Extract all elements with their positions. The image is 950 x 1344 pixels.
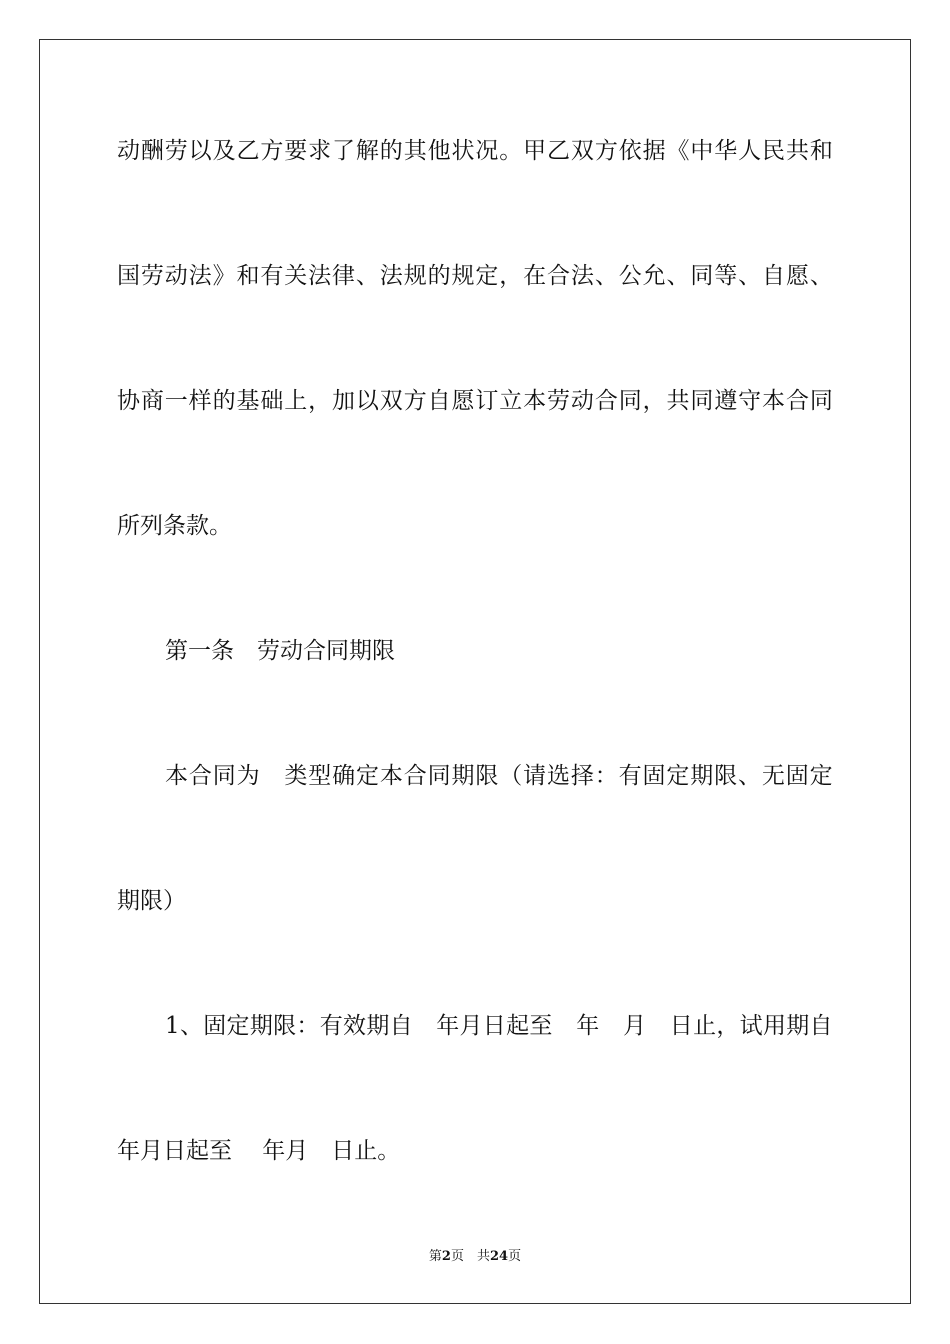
text-line-1: 动 酬 劳 以 及 乙 方 要 求 了 解 的 其 他 状 况 。 甲 乙 双 方 依 据 《 中 华 人 民 共 和: [117, 138, 833, 164]
text-line-8: 1 、 固 定 期 限 ： 有 效 期 自 年 月 日 起 至 年 月 日 止 ， 试 用 期 自: [165, 1013, 833, 1039]
footer-page-number: 2: [441, 1249, 451, 1264]
text-line-7: 期限）: [117, 888, 186, 914]
text-line-2: 国 劳 动 法 》 和 有 关 法 律 、 法 规 的 规 定 ， 在 合 法 、 公 允 、 同 等 、 自 愿 、: [117, 263, 833, 289]
text-line-9: 年月日起至 年月 日止。: [117, 1138, 401, 1164]
footer-mid: 页 共: [450, 1249, 490, 1264]
text-line-4: 所列条款。: [117, 513, 232, 539]
footer-suffix: 页: [508, 1249, 522, 1264]
text-line-3: 协 商 一 样 的 基 础 上 ， 加 以 双 方 自 愿 订 立 本 劳 动 合 同 ， 共 同 遵 守 本 合 同: [117, 388, 833, 414]
page-footer: [0, 1248, 950, 1266]
text-line-6: 本 合 同 为 类 型 确 定 本 合 同 期 限 （ 请 选 择 ： 有 固 定 期 限 、 无 固 定: [165, 763, 833, 789]
page-frame: [39, 39, 911, 1304]
footer-prefix: 第: [428, 1249, 442, 1264]
footer-page-total: 24: [489, 1249, 509, 1264]
article-heading: 第一条 劳动合同期限: [165, 638, 395, 664]
